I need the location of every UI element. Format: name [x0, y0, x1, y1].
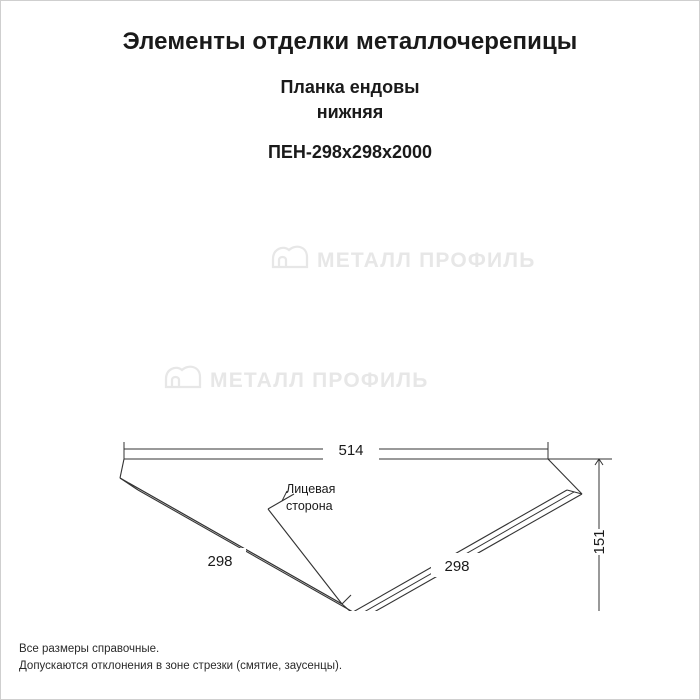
product-article: ПЕН-298x298x2000: [267, 142, 433, 162]
product-name: [1, 75, 699, 125]
footer-notes: [19, 641, 342, 675]
footer-note-1: Все размеры справочные.: [19, 643, 160, 655]
watermark-bottom: [166, 367, 429, 392]
dimension-height: [360, 459, 612, 611]
dimension-top-width-label: 514: [338, 442, 364, 459]
technical-drawing: [1, 191, 700, 611]
profile-outline: [120, 459, 582, 611]
page-title: Элементы отделки металлочерепицы: [122, 28, 578, 55]
dimension-left-slope-label: 298: [207, 553, 233, 570]
dimension-height-label: 151: [591, 529, 608, 555]
dimension-right-slope-label: 298: [444, 558, 470, 575]
header: [1, 27, 699, 163]
watermark-top: [273, 247, 536, 272]
face-side-label-line1: Лицевая: [286, 482, 336, 496]
product-name-line2: нижняя: [316, 102, 384, 122]
dimension-right-slope: [357, 492, 574, 611]
footer-note-2: Допускаются отклонения в зоне стрезки (смятие, заусенцы).: [19, 660, 343, 672]
product-name-line1: Планка ендовы: [280, 77, 420, 97]
svg-text:МЕТАЛЛ ПРОФИЛЬ: МЕТАЛЛ ПРОФИЛЬ: [317, 249, 536, 272]
svg-text:МЕТАЛЛ ПРОФИЛЬ: МЕТАЛЛ ПРОФИЛЬ: [210, 369, 429, 392]
face-side-label-line2: сторона: [286, 499, 333, 513]
